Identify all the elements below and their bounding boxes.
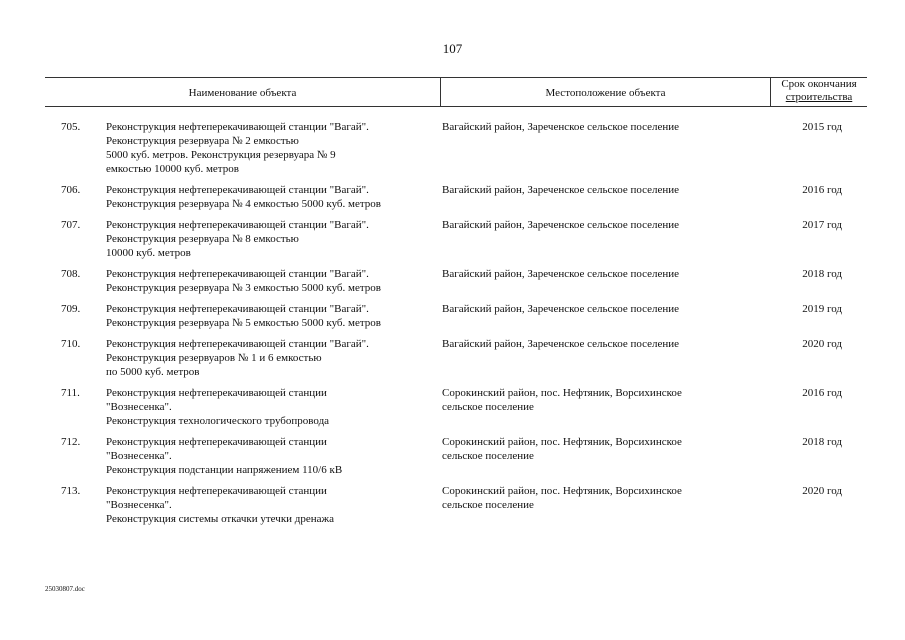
object-name-line: Реконструкция нефтеперекачивающей станции "Вагай". bbox=[106, 338, 369, 350]
object-name-line: Реконструкция резервуара № 3 емкостью 5000 куб. метров bbox=[106, 282, 382, 294]
row-number: 706. bbox=[61, 184, 81, 196]
header-completion-term bbox=[770, 78, 867, 106]
object-name-line: "Вознесенка". bbox=[106, 401, 172, 413]
row-number: 707. bbox=[61, 219, 81, 231]
completion-term-cell: 2016 год bbox=[802, 184, 842, 196]
object-location-cell bbox=[442, 183, 772, 211]
object-location-cell bbox=[442, 484, 772, 526]
table-row bbox=[45, 302, 867, 330]
object-name-line: Реконструкция нефтеперекачивающей станции "Вагай". bbox=[106, 268, 369, 280]
completion-term-cell: 2017 год bbox=[802, 219, 842, 231]
object-name-line: Реконструкция нефтеперекачивающей станции "Вагай". bbox=[106, 184, 369, 196]
object-location-line: Сорокинский район, пос. Нефтяник, Ворсихинское bbox=[442, 387, 682, 399]
object-name-line: Реконструкция нефтеперекачивающей станции bbox=[106, 436, 327, 448]
object-name-cell bbox=[106, 218, 442, 260]
completion-term-cell: 2015 год bbox=[802, 121, 842, 133]
file-name-footer: 25030807.doc bbox=[45, 585, 85, 593]
object-location-line: сельское поселение bbox=[442, 401, 534, 413]
object-location-line: сельское поселение bbox=[442, 499, 534, 511]
object-name-line: "Вознесенка". bbox=[106, 450, 172, 462]
table-row bbox=[45, 435, 867, 477]
row-number: 710. bbox=[61, 338, 81, 350]
object-name-line: по 5000 куб. метров bbox=[106, 366, 200, 378]
row-number: 713. bbox=[61, 485, 81, 497]
table-header bbox=[45, 78, 867, 106]
object-name-line: "Вознесенка". bbox=[106, 499, 172, 511]
table-row bbox=[45, 267, 867, 295]
object-name-line: Реконструкция резервуара № 4 емкостью 5000 куб. метров bbox=[106, 198, 382, 210]
completion-term-cell: 2018 год bbox=[802, 436, 842, 448]
row-number: 708. bbox=[61, 268, 81, 280]
table-row bbox=[45, 386, 867, 428]
row-number: 711. bbox=[61, 387, 80, 399]
completion-term-cell: 2020 год bbox=[802, 338, 842, 350]
object-name-cell bbox=[106, 435, 442, 477]
object-name-line: Реконструкция нефтеперекачивающей станции bbox=[106, 485, 327, 497]
completion-term-cell: 2016 год bbox=[802, 387, 842, 399]
row-number: 712. bbox=[61, 436, 81, 448]
object-name-line: Реконструкция нефтеперекачивающей станции "Вагай". bbox=[106, 303, 369, 315]
object-location-line: Вагайский район, Зареченское сельское поселение bbox=[442, 338, 680, 350]
object-location-line: Вагайский район, Зареченское сельское поселение bbox=[442, 219, 680, 231]
objects-table bbox=[45, 77, 867, 526]
object-location-line: Сорокинский район, пос. Нефтяник, Ворсихинское bbox=[442, 485, 682, 497]
object-name-line: Реконструкция технологического трубопровода bbox=[106, 415, 330, 427]
table-row bbox=[45, 183, 867, 211]
object-name-cell bbox=[106, 302, 442, 330]
object-name-line: емкостью 10000 куб. метров bbox=[106, 163, 239, 175]
object-name-line: Реконструкция нефтеперекачивающей станции bbox=[106, 387, 327, 399]
page-number: 107 bbox=[442, 41, 463, 56]
table-row bbox=[45, 218, 867, 260]
object-location-cell bbox=[442, 302, 772, 330]
header-term-line2: строительства bbox=[785, 91, 853, 103]
object-location-cell bbox=[442, 218, 772, 260]
object-name-cell bbox=[106, 267, 442, 295]
object-location-cell bbox=[442, 120, 772, 176]
object-name-cell bbox=[106, 183, 442, 211]
object-name-cell bbox=[106, 120, 442, 176]
header-term-line1: Срок окончания bbox=[781, 78, 857, 90]
object-name-cell bbox=[106, 337, 442, 379]
object-location-cell bbox=[442, 435, 772, 477]
table-row bbox=[45, 337, 867, 379]
completion-term-cell: 2020 год bbox=[802, 485, 842, 497]
object-location-line: Вагайский район, Зареченское сельское поселение bbox=[442, 184, 680, 196]
object-name-line: Реконструкция резервуара № 5 емкостью 5000 куб. метров bbox=[106, 317, 382, 329]
object-name-line: Реконструкция резервуаров № 1 и 6 емкостью bbox=[106, 352, 322, 364]
object-location-line: Сорокинский район, пос. Нефтяник, Ворсихинское bbox=[442, 436, 682, 448]
object-name-line: Реконструкция резервуара № 8 емкостью bbox=[106, 233, 299, 245]
completion-term-cell: 2019 год bbox=[802, 303, 842, 315]
object-location-line: сельское поселение bbox=[442, 450, 534, 462]
object-name-line: Реконструкция системы откачки утечки дренажа bbox=[106, 513, 335, 525]
object-name-line: 5000 куб. метров. Реконструкция резервуара № 9 bbox=[106, 149, 336, 161]
object-location-line: Вагайский район, Зареченское сельское поселение bbox=[442, 268, 680, 280]
object-location-cell bbox=[442, 267, 772, 295]
object-name-line: Реконструкция нефтеперекачивающей станции "Вагай". bbox=[106, 121, 369, 133]
completion-term-cell: 2018 год bbox=[802, 268, 842, 280]
object-name-line: Реконструкция резервуара № 2 емкостью bbox=[106, 135, 299, 147]
row-number: 705. bbox=[61, 121, 81, 133]
table-row bbox=[45, 484, 867, 526]
object-location-line: Вагайский район, Зареченское сельское поселение bbox=[442, 121, 680, 133]
object-name-cell bbox=[106, 484, 442, 526]
object-location-line: Вагайский район, Зареченское сельское поселение bbox=[442, 303, 680, 315]
header-bottom-rule bbox=[45, 106, 867, 107]
table-body bbox=[45, 120, 867, 526]
table-row bbox=[45, 120, 867, 176]
object-name-cell bbox=[106, 386, 442, 428]
object-name-line: Реконструкция нефтеперекачивающей станции "Вагай". bbox=[106, 219, 369, 231]
object-location-cell bbox=[442, 337, 772, 379]
object-location-cell bbox=[442, 386, 772, 428]
header-object-name: Наименование объекта bbox=[188, 87, 297, 99]
row-number: 709. bbox=[61, 303, 81, 315]
object-name-line: 10000 куб. метров bbox=[106, 247, 191, 259]
header-object-location: Местоположение объекта bbox=[440, 78, 770, 106]
object-name-line: Реконструкция подстанции напряжением 110/6 кВ bbox=[106, 464, 343, 476]
